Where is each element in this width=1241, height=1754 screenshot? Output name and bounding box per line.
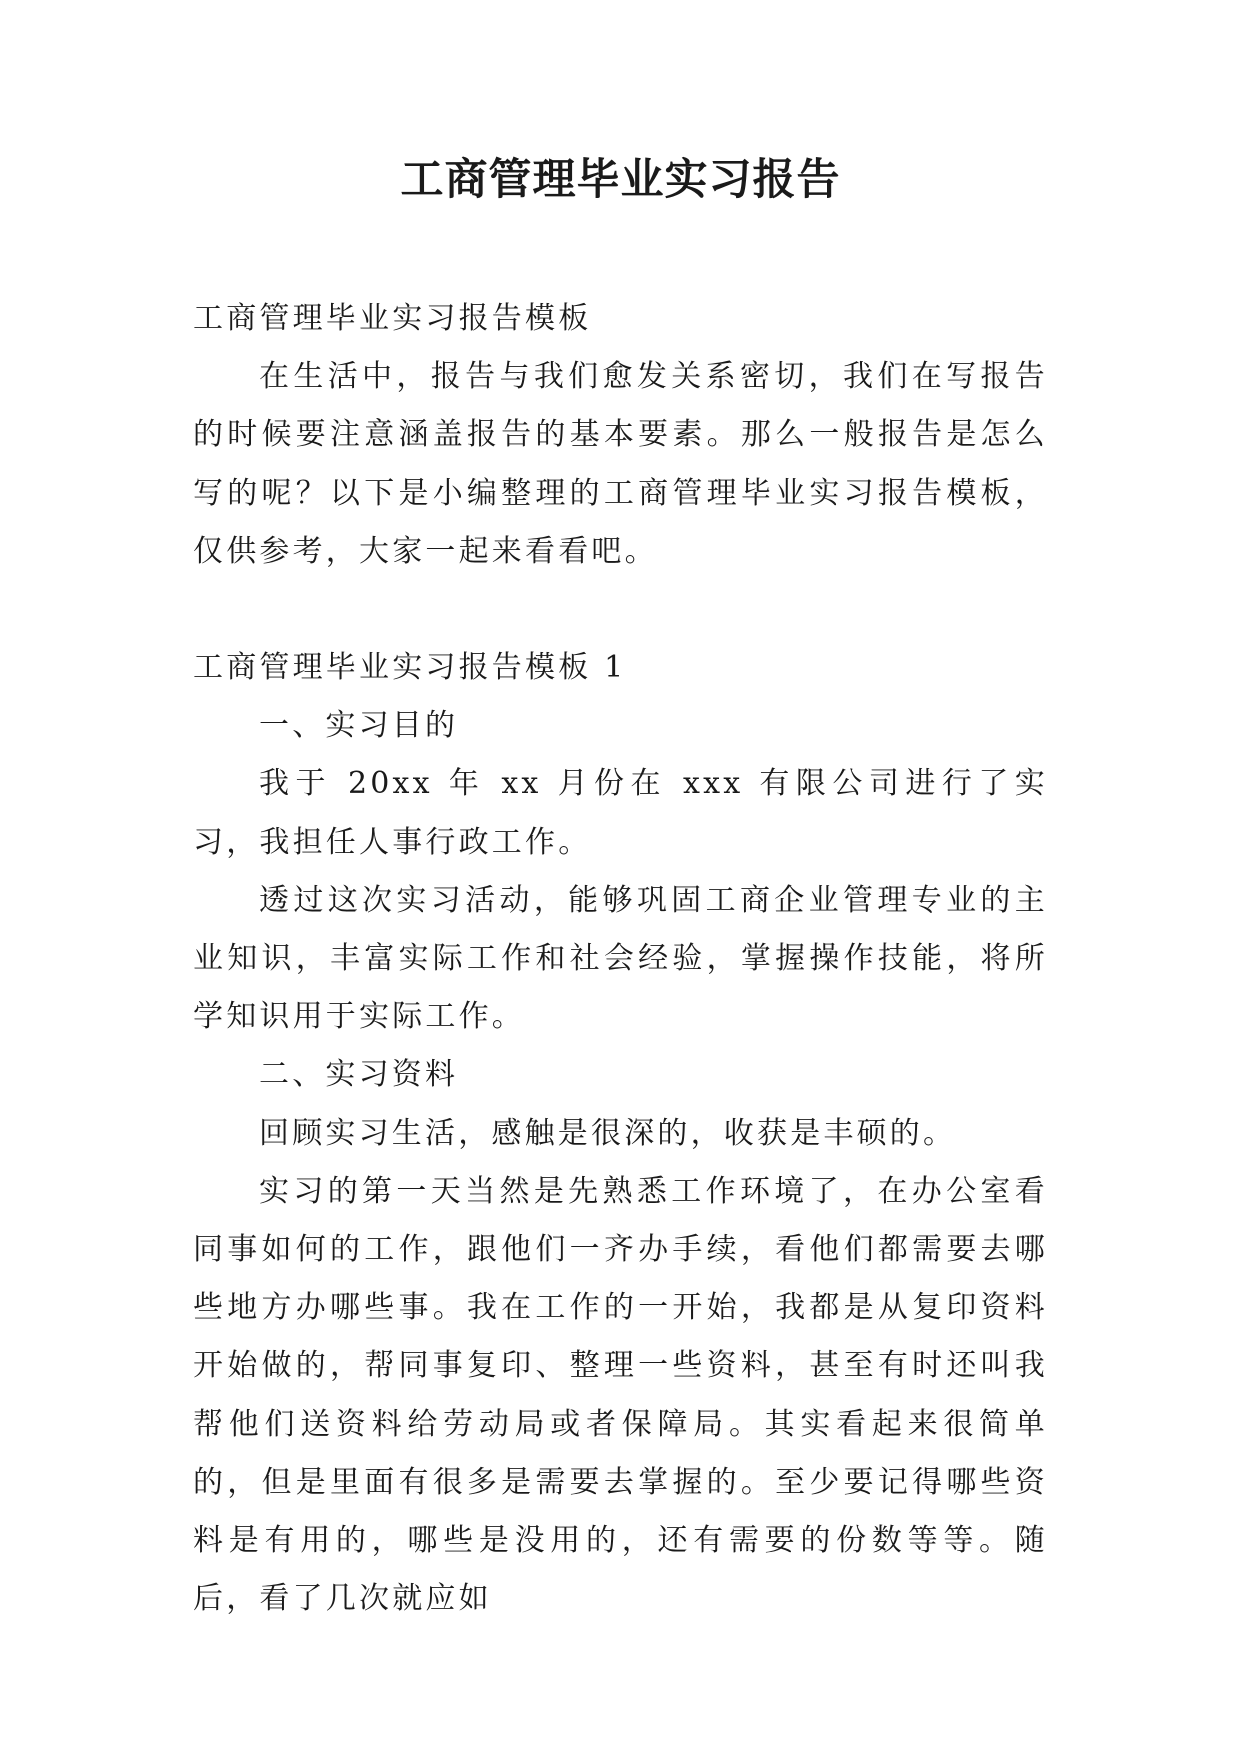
paragraph: 实习的第一天当然是先熟悉工作环境了，在办公室看同事如何的工作，跟他们一齐办手续，看他们都需要去哪些地方办哪些事。我在工作的一开始，我都是从复印资料开始做的，帮同事复印、整理一些资料，甚至有时还叫我帮他们送资料给劳动局或者保障局。其实看起来很简单的，但是里面有很多是需要去掌握的。至少要记得哪些资料是有用的，哪些是没用的，还有需要的份数等等。随后，看了几次就应如	[193, 1173, 1048, 1617]
section-heading: 工商管理毕业实习报告模板 1	[193, 650, 627, 686]
paragraph: 透过这次实习活动，能够巩固工商企业管理专业的主业知识，丰富实际工作和社会经验，掌握操作技能，将所学知识用于实际工作。	[193, 882, 1048, 1035]
paragraph: 回顾实习生活，感触是很深的，收获是丰硕的。	[259, 1115, 957, 1151]
section-heading: 工商管理毕业实习报告模板	[193, 301, 592, 336]
document-title: 工商管理毕业实习报告	[400, 155, 841, 205]
paragraph: 我于 20xx 年 xx 月份在 xxx 有限公司进行了实习，我担任人事行政工作。	[193, 766, 1048, 860]
paragraph: 在生活中，报告与我们愈发关系密切，我们在写报告的时候要注意涵盖报告的基本要素。那么一般报告是怎么写的呢？以下是小编整理的工商管理毕业实习报告模板，仅供参考，大家一起来看看吧。	[193, 359, 1048, 569]
subsection-heading: 二、实习资料	[259, 1057, 459, 1093]
subsection-heading: 一、实习目的	[259, 708, 459, 744]
document-body	[193, 290, 1048, 1628]
